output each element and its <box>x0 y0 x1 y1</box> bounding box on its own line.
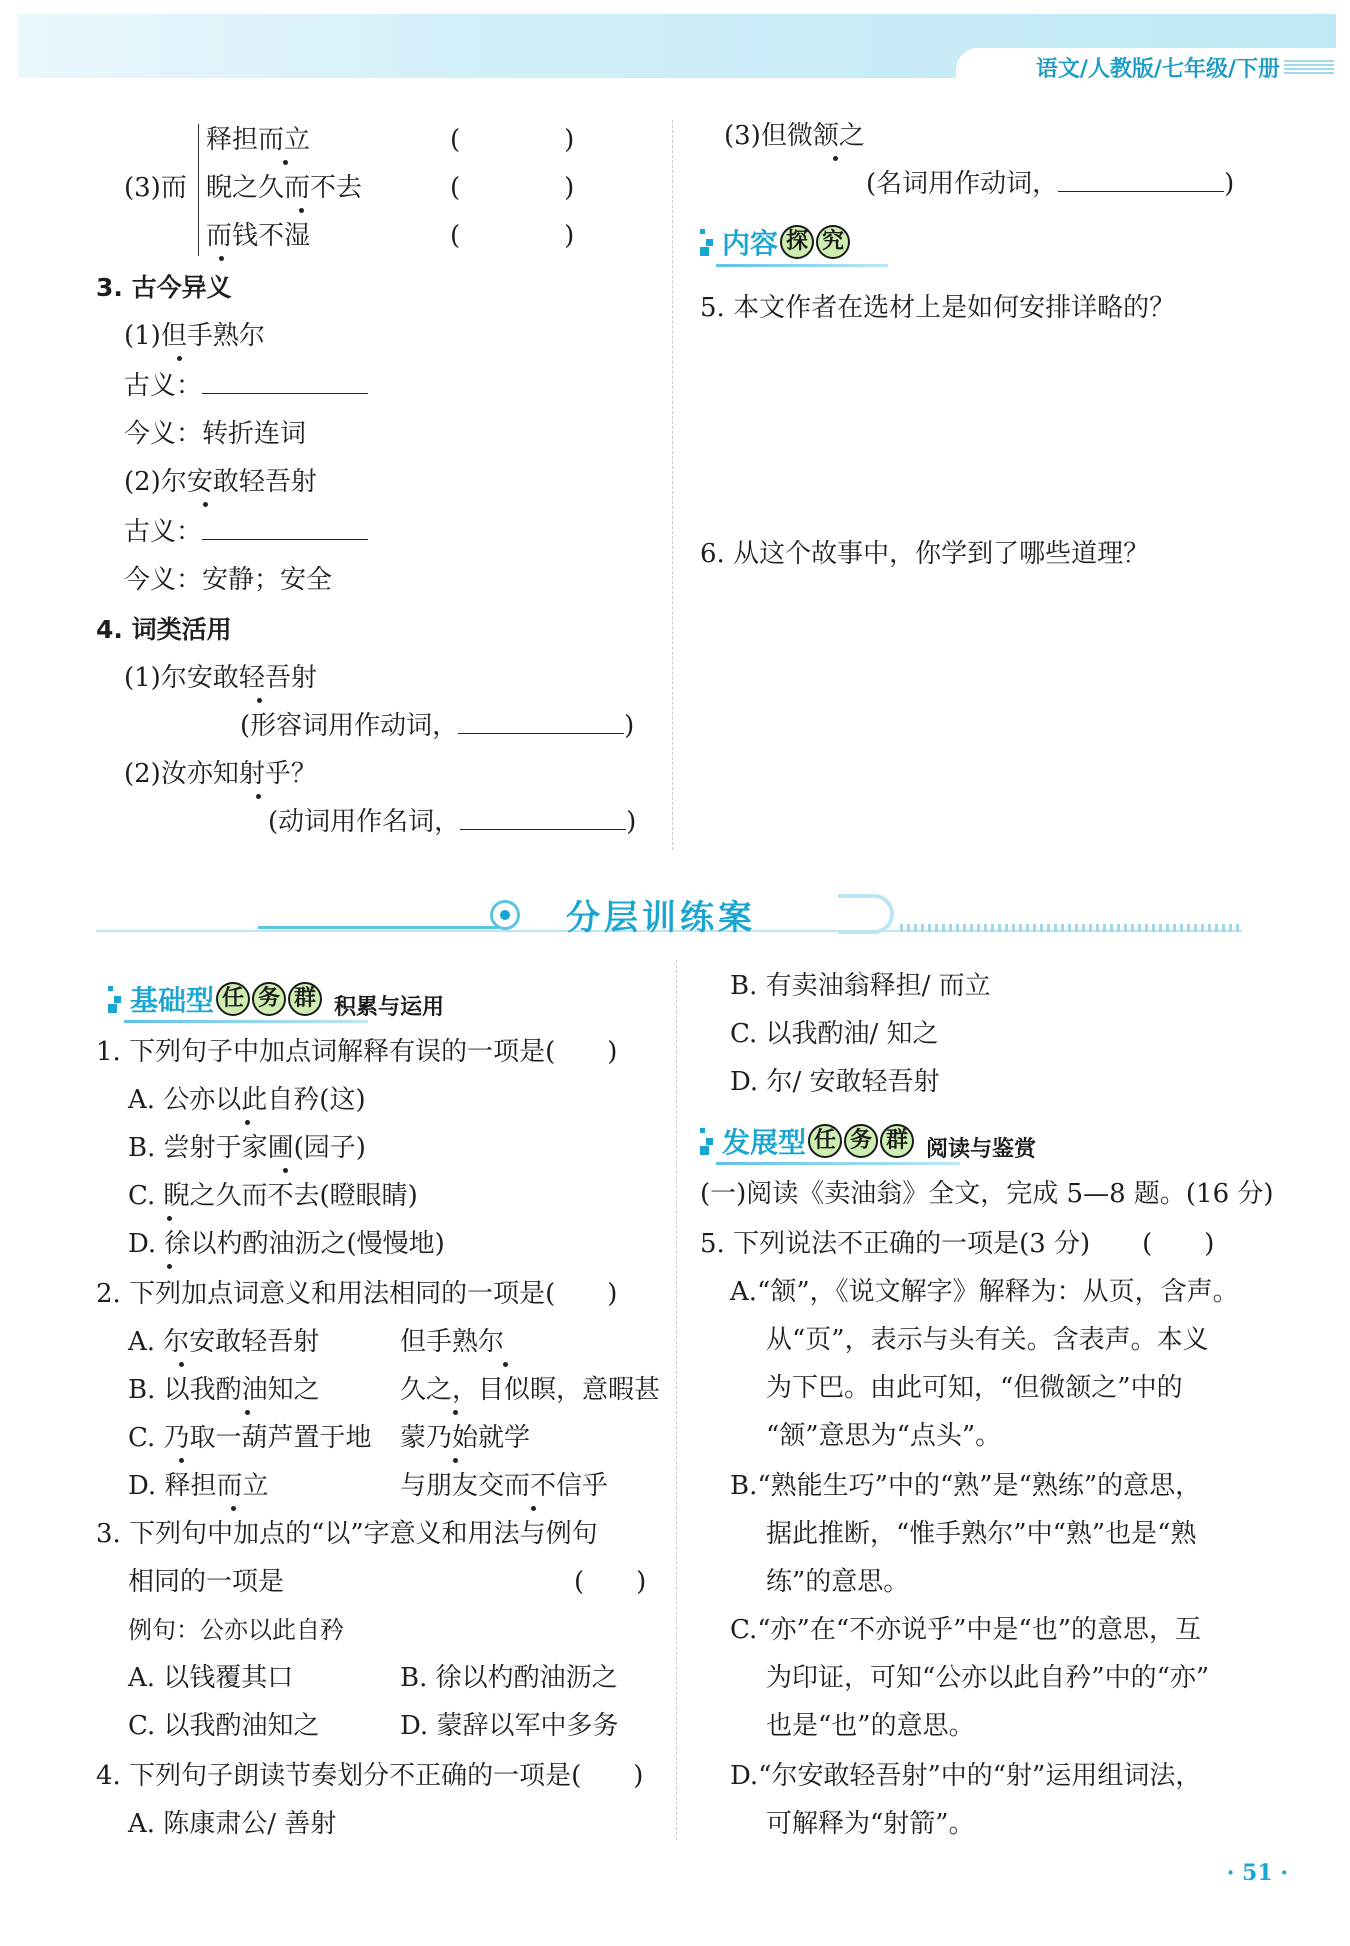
bq3-option-c[interactable]: C. 以我酌油知之 <box>128 1711 320 1741</box>
emphasis-dot <box>203 502 208 507</box>
section-mark-icon <box>700 229 714 255</box>
q3-heading: 3. 古今异义 <box>96 273 232 302</box>
emphasis-dot <box>453 1458 458 1463</box>
q4-2-blank[interactable] <box>460 808 626 830</box>
bq2-option-d[interactable]: D. 释担而立 <box>128 1471 269 1501</box>
q4-1-note: (形容词用作动词， ) <box>240 711 635 741</box>
bq3-line2: 相同的一项是 <box>128 1567 285 1597</box>
q3-1: (1)但手熟尔 <box>124 321 265 351</box>
emphasis-dot <box>503 1362 508 1367</box>
q6-answer-area[interactable] <box>700 578 1260 818</box>
rq5-option-b-line1[interactable]: B.“熟能生巧”中的“熟”是“熟练”的意思， <box>730 1471 1202 1501</box>
rq5-option-a-line4: “颔”意思为“点头”。 <box>766 1421 1002 1451</box>
bq1-option-a[interactable]: A. 公亦以此自矜(这) <box>128 1085 366 1115</box>
section-subtitle-develop: 阅读与鉴赏 <box>926 1137 1037 1162</box>
section-underline <box>716 1162 960 1165</box>
q4-2: (2)汝亦知射乎？ <box>124 759 317 789</box>
section-title-develop: 发展型 <box>722 1125 807 1159</box>
section-header-develop <box>700 1118 1036 1163</box>
bq2: 2. 下列加点词意义和用法相同的一项是( ) <box>96 1279 618 1309</box>
q4-1: (1)尔安敢轻吾射 <box>124 663 317 693</box>
emphasis-dot <box>833 156 838 161</box>
bq3-line1: 3. 下列句中加点的“以”字意义和用法与例句 <box>96 1519 598 1549</box>
section-title-explore: 内容 <box>722 227 779 260</box>
q4-3-note: (名词用作动词， ) <box>866 169 1235 199</box>
bq1-option-b[interactable]: B. 尝射于家圃(园子) <box>128 1133 366 1163</box>
emphasis-dot <box>283 160 288 165</box>
bq3-example: 例句：公亦以此自矜 <box>128 1616 344 1644</box>
column-divider-top <box>672 120 673 850</box>
rq5-option-b-line3: 练”的意思。 <box>766 1567 910 1597</box>
answer-paren[interactable]: ( ) <box>450 173 575 203</box>
rq5: 5. 下列说法不正确的一项是(3 分) ( ) <box>700 1229 1215 1259</box>
bq4-option-b[interactable]: B. 有卖油翁释担/ 而立 <box>730 971 991 1001</box>
emphasis-dot <box>231 1506 236 1511</box>
bq2-option-a-compare: 但手熟尔 <box>400 1327 505 1357</box>
bq3-answer-paren[interactable]: ( ) <box>574 1567 647 1597</box>
bq3-option-d[interactable]: D. 蒙辞以军中多务 <box>400 1711 619 1741</box>
bq1: 1. 下列句子中加点词解释有误的一项是( ) <box>96 1037 618 1067</box>
gu-yi-2: 古义： <box>124 516 368 548</box>
bq2-option-b-compare: 久之，目似瞑，意暇甚 <box>400 1375 661 1405</box>
section-circle-char: 务 <box>252 982 286 1016</box>
bq1-option-d[interactable]: D. 徐以杓酌油沥之(慢慢地) <box>128 1229 445 1259</box>
emphasis-dot <box>219 256 224 261</box>
gu-yi-2-blank[interactable] <box>202 518 368 540</box>
column-divider-bottom <box>676 960 677 1840</box>
emphasis-dot <box>531 1506 536 1511</box>
gu-yi-1-blank[interactable] <box>202 372 368 394</box>
bq2-option-d-compare: 与朋友交而不信乎 <box>400 1471 609 1501</box>
banner-dots <box>900 924 1242 932</box>
section-circle-char: 任 <box>216 982 250 1016</box>
emphasis-dot <box>245 1120 250 1125</box>
bq4-option-a[interactable]: A. 陈康肃公/ 善射 <box>128 1809 337 1839</box>
bq4-option-d[interactable]: D. 尔/ 安敢轻吾射 <box>730 1067 940 1097</box>
section-subtitle-basic: 积累与运用 <box>334 995 445 1020</box>
banner-target-center <box>500 910 510 920</box>
banner-title: 分层训练案 <box>566 898 756 938</box>
banner-line-left <box>258 926 498 929</box>
er-item-3: 而钱不湿 <box>206 221 311 251</box>
rq5-option-c-line1[interactable]: C.“亦”在“不亦说乎”中是“也”的意思，互 <box>730 1615 1201 1645</box>
er-bracket <box>198 124 204 256</box>
emphasis-dot <box>245 1410 250 1415</box>
gu-yi-1: 古义： <box>124 370 368 402</box>
banner-swoosh <box>838 894 894 934</box>
reading-intro: (一)阅读《卖油翁》全文，完成 5—8 题。(16 分) <box>700 1179 1274 1209</box>
emphasis-dot <box>299 208 304 213</box>
bq4-option-c[interactable]: C. 以我酌油/ 知之 <box>730 1019 939 1049</box>
rq5-option-d-line1[interactable]: D.“尔安敢轻吾射”中的“射”运用组词法， <box>730 1761 1202 1791</box>
section-mark-icon <box>108 986 122 1012</box>
section-circle-char: 务 <box>844 1124 878 1158</box>
q4-3-blank[interactable] <box>1058 170 1224 192</box>
rq5-option-c-line2: 为印证，可知“公亦以此自矜”中的“亦” <box>766 1663 1210 1693</box>
section-title-basic: 基础型 <box>130 983 215 1017</box>
answer-paren[interactable]: ( ) <box>450 221 575 251</box>
rq5-option-a-line1[interactable]: A.“颔”，《说文解字》解释为：从页，含声。 <box>730 1277 1239 1307</box>
rq5-option-c-line3: 也是“也”的意思。 <box>766 1711 975 1741</box>
section-underline <box>716 264 888 267</box>
section-header-basic <box>108 976 444 1021</box>
bq1-option-c[interactable]: C. 睨之久而不去(瞪眼睛) <box>128 1181 418 1211</box>
section-circle-char: 群 <box>288 982 322 1016</box>
section-circle-char: 任 <box>808 1124 842 1158</box>
emphasis-dot <box>179 1458 184 1463</box>
section-underline <box>124 1020 368 1023</box>
bq2-option-a[interactable]: A. 尔安敢轻吾射 <box>128 1327 320 1357</box>
section-header-explore <box>700 222 850 262</box>
er-item-2: 睨之久而不去 <box>206 173 363 203</box>
jin-yi-1: 今义：转折连词 <box>124 419 307 449</box>
q4-3: (3)但微颔之 <box>724 121 865 151</box>
bq2-option-b[interactable]: B. 以我酌油知之 <box>128 1375 320 1405</box>
q6-content: 6. 从这个故事中，你学到了哪些道理？ <box>700 539 1150 569</box>
q4-1-blank[interactable] <box>458 712 624 734</box>
rq5-option-b-line2: 据此推断，“惟手熟尔”中“熟”也是“熟 <box>766 1519 1197 1549</box>
emphasis-dot <box>167 1264 172 1269</box>
rq5-option-d-line2: 可解释为“射箭”。 <box>766 1809 975 1839</box>
bq2-option-c-compare: 蒙乃始就学 <box>400 1423 531 1453</box>
emphasis-dot <box>179 1362 184 1367</box>
bq3-option-b[interactable]: B. 徐以杓酌油沥之 <box>400 1663 618 1693</box>
rq5-option-a-line2: 从“页”，表示与头有关。含表声。本义 <box>766 1325 1209 1355</box>
section-circle-char: 群 <box>880 1124 914 1158</box>
er-label: (3)而 <box>124 173 187 203</box>
section-circle-char: 探 <box>780 225 814 259</box>
jin-yi-2: 今义：安静；安全 <box>124 565 333 595</box>
header-title: 语文/人教版/七年级/下册 <box>1035 57 1280 82</box>
q5-answer-area[interactable] <box>700 332 1260 532</box>
emphasis-dot <box>257 698 262 703</box>
q4-2-note: (动词用作名词， ) <box>268 807 637 837</box>
section-mark-icon <box>700 1128 714 1154</box>
emphasis-dot <box>256 794 261 799</box>
q3-2: (2)尔安敢轻吾射 <box>124 467 317 497</box>
header-dots-decoration <box>1284 58 1334 74</box>
emphasis-dot <box>167 1216 172 1221</box>
bq4: 4. 下列句子朗读节奏划分不正确的一项是( ) <box>96 1761 644 1791</box>
q4-heading: 4. 词类活用 <box>96 615 232 644</box>
emphasis-dot <box>177 356 182 361</box>
bq2-option-c[interactable]: C. 乃取一葫芦置于地 <box>128 1423 372 1453</box>
section-circle-char: 究 <box>816 225 850 259</box>
er-item-1: 释担而立 <box>206 125 311 155</box>
emphasis-dot <box>283 1168 288 1173</box>
q5-content: 5. 本文作者在选材上是如何安排详略的？ <box>700 293 1176 323</box>
emphasis-dot <box>453 1410 458 1415</box>
bq3-option-a[interactable]: A. 以钱覆其口 <box>128 1663 294 1693</box>
rq5-option-a-line3: 为下巴。由此可知，“但微颔之”中的 <box>766 1373 1183 1403</box>
answer-paren[interactable]: ( ) <box>450 125 575 155</box>
page-number: · 51 · <box>1226 1860 1288 1886</box>
